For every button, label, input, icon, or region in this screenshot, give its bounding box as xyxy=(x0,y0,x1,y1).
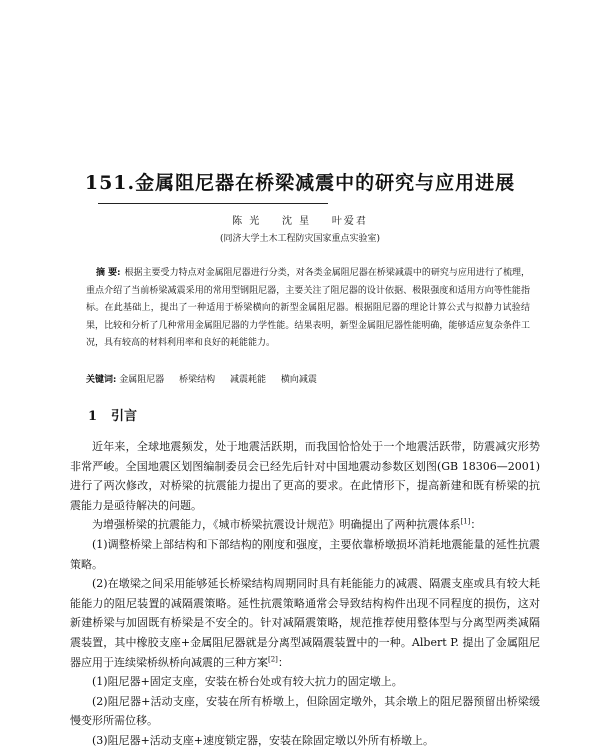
keyword: 减震耗能 xyxy=(229,375,266,385)
section-heading xyxy=(88,408,137,426)
title-rule xyxy=(98,203,328,204)
author-name: 陈 光 xyxy=(232,216,262,227)
paragraph: (2)阻尼器+活动支座，安装在所有桥墩上，但除固定墩外，其余墩上的阻尼器预留出桥梁缓慢变形所需位移。 xyxy=(70,694,540,728)
abstract xyxy=(86,265,530,353)
keyword: 横向减震 xyxy=(280,375,317,385)
section-title: 引言 xyxy=(111,409,138,424)
paragraph: (2)在墩梁之间采用能够延长桥梁结构周期同时具有耗能能力的减震、隔震支座或具有较大耗能能力的阻尼装置的减隔震策略。延性抗震策略通常会导致结构构件出现不同程度的损伤，这对新建桥梁与加固既有桥梁是不安全的。针对减隔震策略，规范推荐使用整体型与分离型两类减隔震装置，其中橡胶支座+金属阻尼器就是分离型减隔震装置中的一种。Albert P. 提出了金属阻尼器应用于连续梁桥纵桥向减震的三种方案[2]： xyxy=(70,577,540,669)
paper-title: 151.金属阻尼器在桥梁减震中的研究与应用进展 xyxy=(84,172,516,194)
paragraph: (3)阻尼器+活动支座+速度锁定器，安装在除固定墩以外所有桥墩上。 xyxy=(92,733,435,747)
abstract-text: 根据主要受力特点对金属阻尼器进行分类，对各类金属阻尼器在桥梁减震中的研究与应用进行了梳理，重点介绍了当前桥梁减震采用的常用型钢阻尼器，主要关注了阻尼器的设计依据、极限强度和适用方向等性能指标。在此基础上，提出了一种适用于桥梁横向的新型金属阻尼器。根据阻尼器的理论计算公式与拟静力试验结果，比较和分析了几种常用金属阻尼器的力学性能。结果表明，新型金属阻尼器性能明确，能够适应复杂条件工况，具有较高的材料利用率和良好的耗能能力。 xyxy=(86,268,530,348)
keywords xyxy=(86,373,530,387)
citation: [2] xyxy=(268,654,278,663)
citation: [1] xyxy=(460,517,471,526)
author-list xyxy=(60,215,540,229)
paragraph: (1)调整桥梁上部结构和下部结构的刚度和强度，主要依靠桥墩损坏消耗地震能量的延性抗震策略。 xyxy=(70,537,540,571)
author-name: 沈 星 xyxy=(282,216,312,227)
abstract-label: 摘 要: xyxy=(96,268,121,278)
paragraph: (1)阻尼器+固定支座，安装在桥台处或有较大抗力的固定墩上。 xyxy=(92,675,403,689)
keyword: 金属阻尼器 xyxy=(119,375,165,385)
keyword: 桥梁结构 xyxy=(179,375,216,385)
paragraph: 为增强桥梁的抗震能力，《城市桥梁抗震设计规范》明确提出了两种抗震体系[1]： xyxy=(92,517,482,532)
paragraph: 近年来，全球地震频发，处于地震活跃期，而我国恰恰处于一个地震活跃带，防震减灾形势非常严峻。全国地震区划图编制委员会已经先后针对中国地震动参数区划图(GB 18306—2001)进行了两次修改，对桥梁的抗震能力提出了更高的要求。在此情形下，提高新建和既有桥梁的抗震能力是亟待解决的问题。 xyxy=(70,440,540,512)
keywords-label: 关键词: xyxy=(86,375,117,385)
body-text xyxy=(70,437,540,751)
author-name: 叶爱君 xyxy=(331,216,368,227)
section-number: 1 xyxy=(88,409,98,424)
affiliation: (同济大学土木工程防灾国家重点实验室) xyxy=(219,234,381,244)
